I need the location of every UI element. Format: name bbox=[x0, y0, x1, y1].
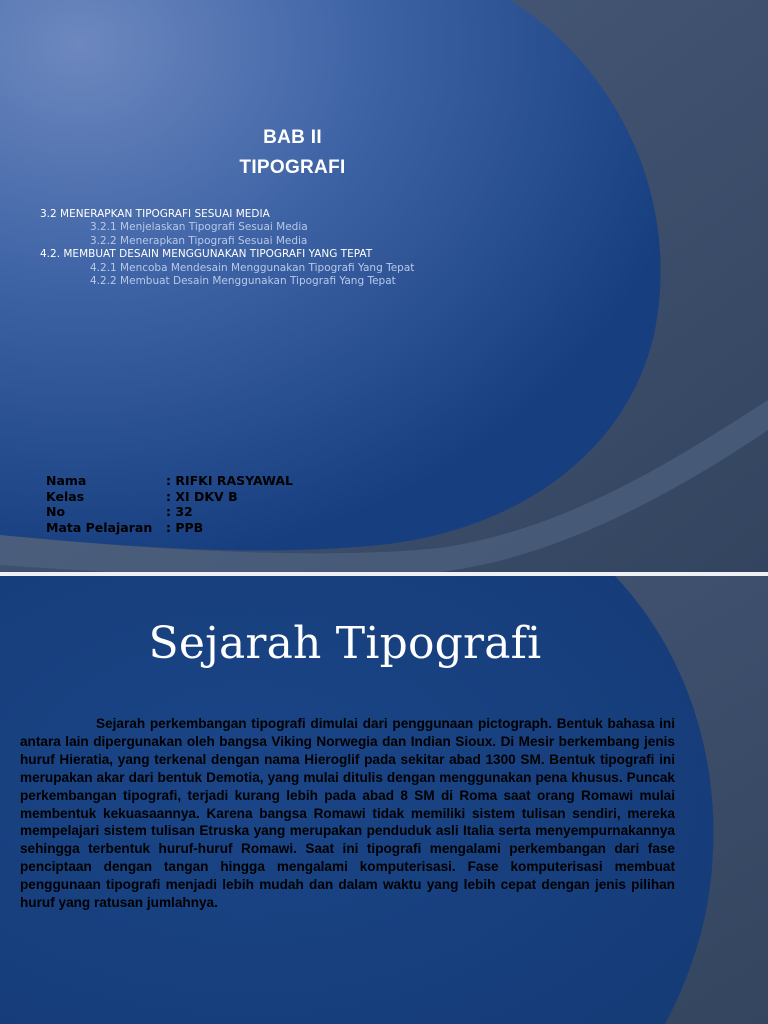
slide-2 bbox=[0, 576, 768, 1024]
info-value: : 32 bbox=[166, 504, 193, 519]
slide-title: Sejarah Tipografi bbox=[148, 618, 542, 669]
toc-main-item: 4.2. MEMBUAT DESAIN MENGGUNAKAN TIPOGRAFI YANG TEPAT bbox=[40, 248, 373, 261]
info-label: Mata Pelajaran bbox=[46, 519, 153, 535]
toc-sub-item: 3.2.1 Menjelaskan Tipografi Sesuai Media bbox=[90, 221, 308, 234]
info-label: Nama bbox=[46, 473, 87, 488]
toc-sub-item: 4.2.1 Mencoba Mendesain Menggunakan Tipografi Yang Tepat bbox=[90, 261, 415, 274]
info-row-kelas bbox=[46, 489, 293, 505]
info-row-no bbox=[46, 504, 293, 520]
info-row-nama bbox=[46, 473, 293, 489]
info-label: Kelas bbox=[46, 488, 85, 504]
student-info bbox=[46, 473, 293, 535]
chapter-label: BAB II bbox=[263, 127, 322, 148]
toc-sub-item: 3.2.2 Menerapkan Tipografi Sesuai Media bbox=[90, 234, 308, 247]
info-label: No bbox=[46, 504, 66, 519]
table-of-contents bbox=[40, 208, 600, 288]
info-row-mata-pelajaran bbox=[46, 520, 293, 536]
slide-title: TIPOGRAFI bbox=[239, 157, 346, 178]
toc-sub-item: 4.2.2 Membuat Desain Menggunakan Tipografi Yang Tepat bbox=[90, 275, 396, 288]
body-paragraph: Sejarah perkembangan tipografi dimulai dari penggunaan pictograph. Bentuk bahasa ini antara lain dipergunakan oleh bangsa Viking Norwegia dan Indian Sioux. Di Mesir berkembang jenis huruf Hieratia, yang terkenal dengan nama Hieroglif pada sekitar abad 1300 SM. Bentuk tipografi ini merupakan akar dari bentuk Demotia, yang mulai ditulis dengan menggunakan pena khusus. Puncak perkembangan tipografi, terjadi kurang lebih pada abad 8 SM di Roma saat orang Romawi mulai membentuk kekuasaannya. Karena bangsa Romawi tidak memiliki sistem tulisan sendiri, mereka mempelajari sistem tulisan Etruska yang merupakan penduduk asli Italia serta menyempurnakannya sehingga terbentuk huruf-huruf Romawi. Saat ini tipografi mengalami perkembangan dari fase penciptaan dengan tangan hingga mengalami komputerisasi. Fase komputerisasi membuat penggunaan tipografi menjadi lebih mudah dan dalam waktu yang lebih cepat dengan jenis pilihan huruf yang ratusan jumlahnya. bbox=[20, 716, 675, 911]
toc-main-item: 3.2 MENERAPKAN TIPOGRAFI SESUAI MEDIA bbox=[40, 208, 270, 220]
info-value: : XI DKV B bbox=[166, 488, 238, 504]
info-value: : RIFKI RASYAWAL bbox=[166, 473, 293, 488]
info-value: : PPB bbox=[166, 519, 204, 535]
